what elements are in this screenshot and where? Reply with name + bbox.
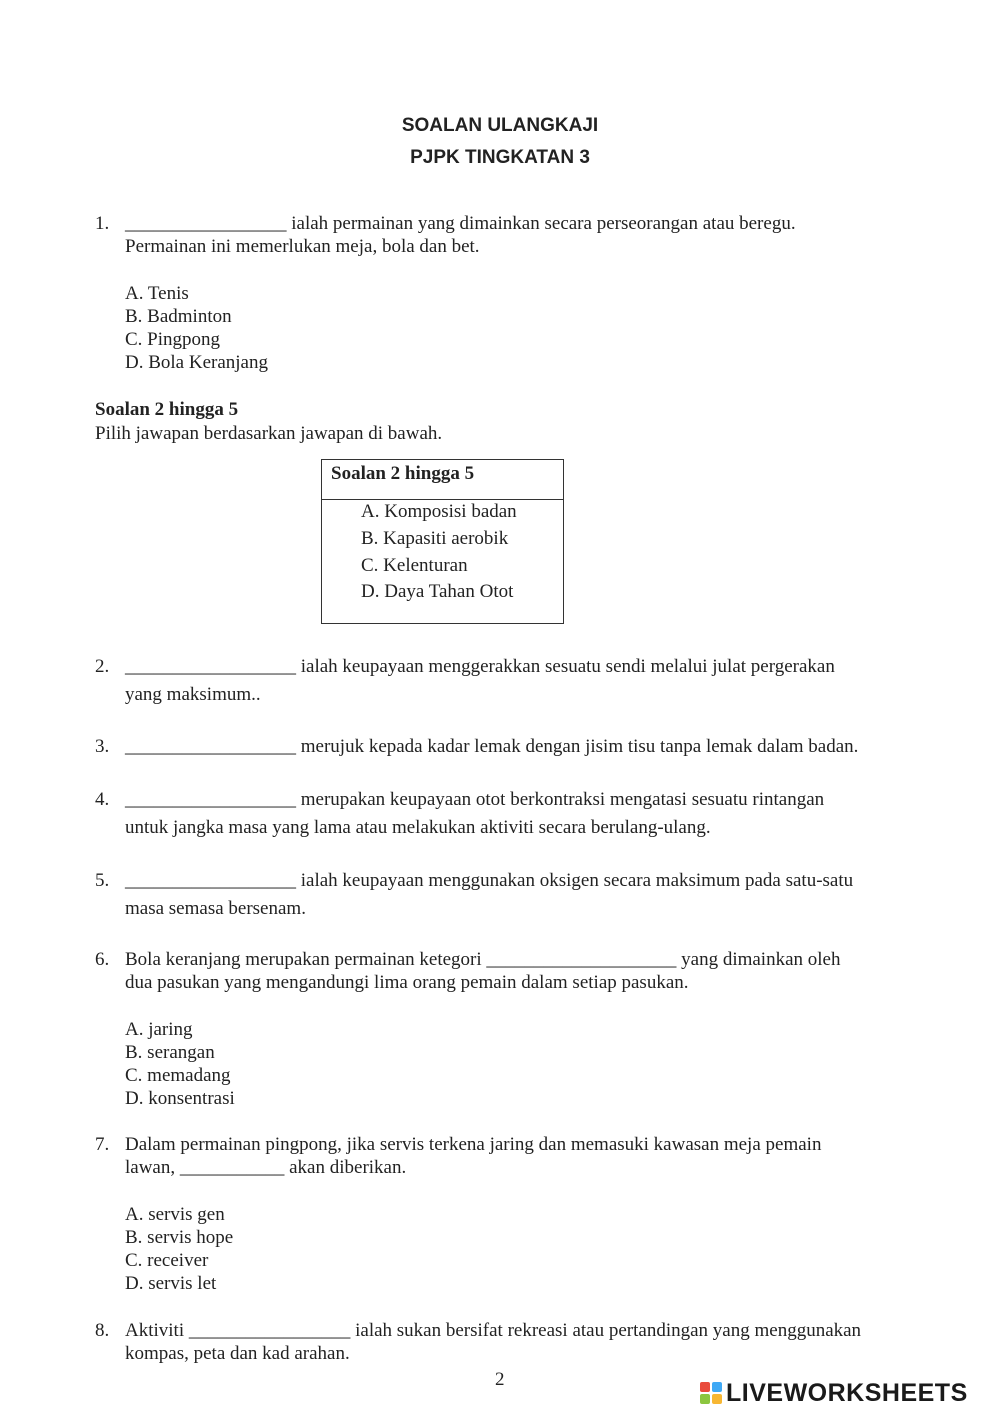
question-text-line: untuk jangka masa yang lama atau melakukan aktiviti secara berulang-ulang. (125, 817, 711, 838)
section-heading: Soalan 2 hingga 5 (95, 399, 239, 420)
option-c[interactable]: C. memadang (125, 1065, 231, 1086)
question-text-line: yang maksimum.. (125, 684, 261, 705)
box-option-c: C. Kelenturan (361, 555, 468, 576)
question-text-line: dua pasukan yang mengandungi lima orang pemain dalam setiap pasukan. (125, 972, 689, 993)
option-b[interactable]: B. servis hope (125, 1227, 234, 1248)
question-number: 7. (95, 1134, 110, 1155)
question-text-line: __________________ merujuk kepada kadar lemak dengan jisim tisu tanpa lemak dalam badan. (125, 736, 859, 757)
document-subtitle: PJPK TINGKATAN 3 (410, 147, 590, 168)
question-text-line: __________________ ialah keupayaan menggunakan oksigen secara maksimum pada satu-satu (125, 870, 854, 891)
question-text-line: lawan, ___________ akan diberikan. (125, 1157, 407, 1178)
brand-name: LIVEWORKSHEETS (726, 1378, 968, 1407)
box-option-b: B. Kapasiti aerobik (361, 528, 509, 549)
question-text-line: Dalam permainan pingpong, jika servis terkena jaring dan memasuki kawasan meja pemain (125, 1134, 822, 1155)
answer-choices-box (321, 459, 564, 624)
question-number: 3. (95, 736, 110, 757)
page-number: 2 (495, 1369, 505, 1390)
question-number: 1. (95, 213, 110, 234)
question-text-line: _________________ ialah permainan yang dimainkan secara perseorangan atau beregu. (125, 213, 796, 234)
question-number: 4. (95, 789, 110, 810)
option-a[interactable]: A. jaring (125, 1019, 193, 1040)
question-text-line: __________________ merupakan keupayaan otot berkontraksi mengatasi sesuatu rintangan (125, 789, 825, 810)
document-title: SOALAN ULANGKAJI (401, 115, 599, 136)
option-a[interactable]: A. servis gen (125, 1204, 225, 1225)
option-b[interactable]: B. serangan (125, 1042, 215, 1063)
box-option-d: D. Daya Tahan Otot (361, 581, 514, 602)
question-number: 5. (95, 870, 110, 891)
question-text-line: Permainan ini memerlukan meja, bola dan bet. (125, 236, 480, 257)
section-instruction: Pilih jawapan berdasarkan jawapan di bawah. (95, 423, 443, 444)
option-c[interactable]: C. Pingpong (125, 329, 221, 350)
liveworksheets-brand[interactable] (700, 1377, 968, 1409)
option-b[interactable]: B. Badminton (125, 306, 232, 327)
question-text-line: __________________ ialah keupayaan menggerakkan sesuatu sendi melalui julat pergerakan (125, 656, 835, 677)
option-a[interactable]: A. Tenis (125, 283, 189, 304)
option-d[interactable]: D. konsentrasi (125, 1088, 235, 1109)
question-text-line: kompas, peta dan kad arahan. (125, 1343, 350, 1364)
question-number: 2. (95, 656, 110, 677)
question-number: 6. (95, 949, 110, 970)
box-option-a: A. Komposisi badan (361, 501, 517, 522)
option-c[interactable]: C. receiver (125, 1250, 209, 1271)
answer-box-title: Soalan 2 hingga 5 (331, 463, 475, 484)
question-text-line: Bola keranjang merupakan permainan ketegori ____________________ yang dimainkan oleh (125, 949, 841, 970)
option-d[interactable]: D. servis let (125, 1273, 217, 1294)
question-number: 8. (95, 1320, 110, 1341)
option-d[interactable]: D. Bola Keranjang (125, 352, 268, 373)
question-text-line: masa semasa bersenam. (125, 898, 306, 919)
question-text-line: Aktiviti _________________ ialah sukan bersifat rekreasi atau pertandingan yang menggunakan (125, 1320, 862, 1341)
answer-box-header (322, 460, 563, 500)
liveworksheets-logo-icon (700, 1382, 722, 1404)
